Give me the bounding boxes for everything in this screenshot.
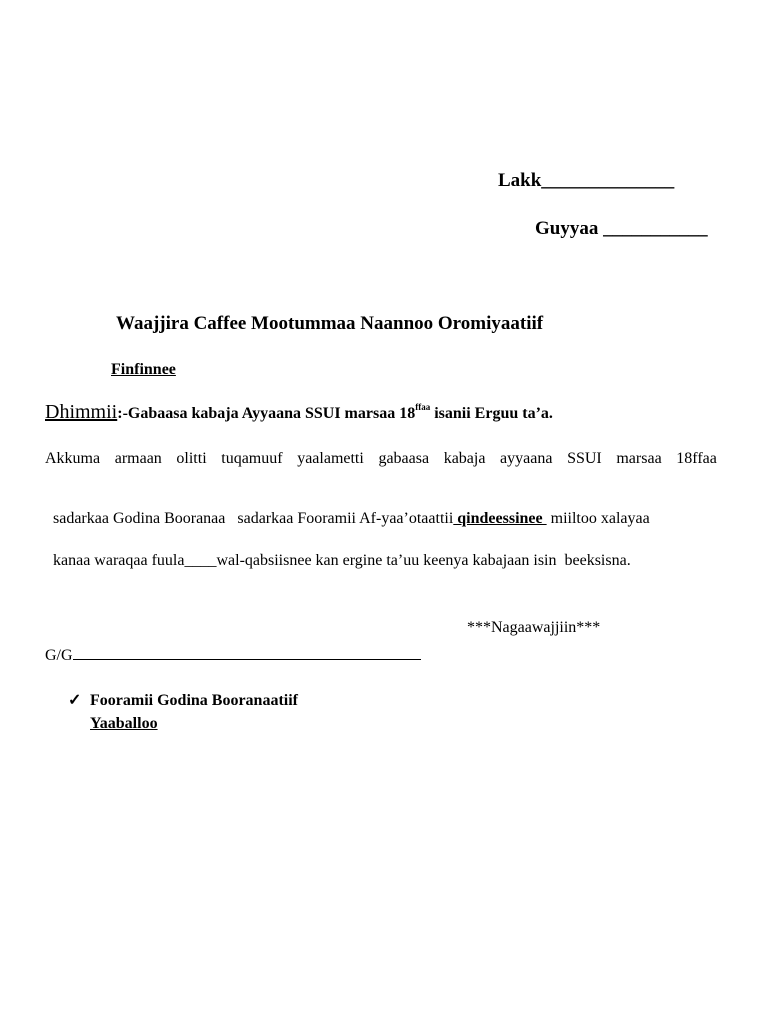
body-line2-end: miiltoo xalayaa	[546, 510, 650, 527]
copy-recipient-location: Yaaballoo	[90, 715, 158, 732]
reference-number-field: Lakk______________	[498, 170, 675, 191]
body-word: kabaja	[443, 450, 486, 467]
body-underlined-word: qindeessinee	[453, 510, 547, 527]
subject-text: Gabaasa kabaja Ayyaana SSUI marsaa 18	[127, 405, 416, 422]
body-line2-text: sadarkaa Godina Booranaa sadarkaa Fooramii Af-yaa’otaattii	[53, 510, 454, 527]
subject-text-end: isanii Erguu ta’a.	[430, 405, 553, 422]
body-word: gabaasa	[378, 450, 430, 467]
body-word: yaalametti	[297, 450, 364, 467]
subject-superscript: ffaa	[415, 402, 431, 412]
body-paragraph-line-3	[45, 534, 717, 570]
body-word: Akkuma	[45, 450, 101, 467]
body-paragraph-line-1	[45, 450, 717, 468]
body-word: armaan	[114, 450, 162, 467]
page-count-blank: ____	[184, 552, 217, 569]
subject-separator: :-	[117, 405, 128, 422]
copy-recipient-name: Fooramii Godina Booranaatiif	[90, 692, 298, 709]
recipient-city: Finfinnee	[111, 361, 176, 378]
body-word: ayyaana	[500, 450, 553, 467]
subject-label: Dhimmii	[45, 401, 118, 423]
signature-label: G/G	[45, 647, 73, 664]
body-word: tuqamuuf	[221, 450, 283, 467]
body-word: olitti	[176, 450, 207, 467]
copy-recipient-line-1	[68, 690, 298, 710]
date-field: Guyyaa ___________	[535, 218, 708, 239]
subject-line	[45, 401, 553, 424]
body-word: SSUI	[567, 450, 602, 467]
body-paragraph-line-2	[45, 492, 717, 528]
signature-line	[45, 644, 421, 665]
checkmark-icon: ✓	[68, 692, 82, 709]
recipient-name: Waajjira Caffee Mootummaa Naannoo Oromiyaatiif	[116, 313, 544, 334]
closing-greeting: ***Nagaawajjiin***	[467, 619, 601, 636]
body-line3-end: wal-qabsiisnee kan ergine ta’uu keenya kabajaan isin beeksisna.	[216, 552, 631, 569]
body-word: marsaa	[616, 450, 662, 467]
signature-blank	[73, 644, 421, 660]
body-word: 18ffaa	[676, 450, 717, 467]
body-line3-text: kanaa waraqaa fuula	[53, 552, 185, 569]
